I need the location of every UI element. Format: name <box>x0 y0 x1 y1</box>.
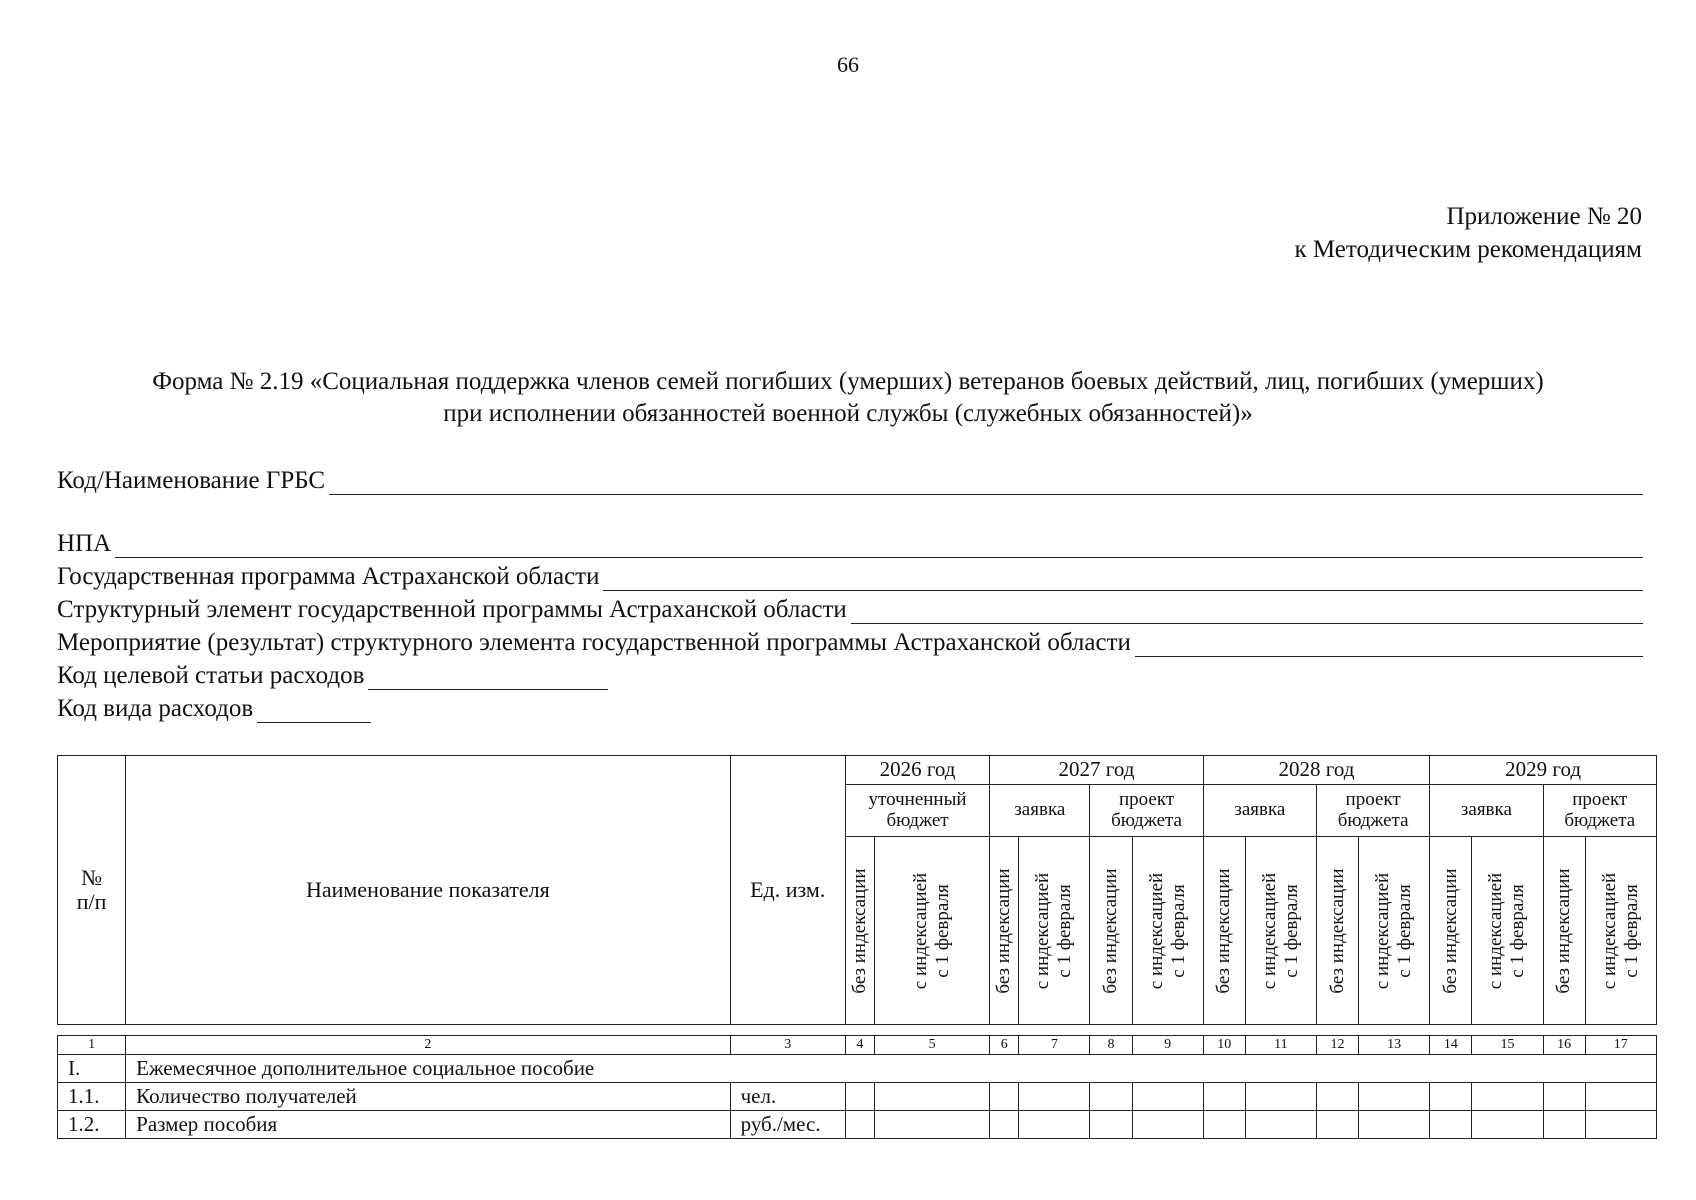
field-target-code-line[interactable] <box>368 665 608 690</box>
with-index-header: с индексацией с 1 февраля <box>1132 837 1203 1025</box>
value-cell[interactable] <box>1543 1111 1585 1139</box>
sub-header-project-2028: проект бюджета <box>1316 785 1429 837</box>
value-cell[interactable] <box>1245 1083 1316 1111</box>
form-fields <box>57 462 1643 723</box>
value-cell[interactable] <box>845 1111 874 1139</box>
row-indicator-name: Количество получателей <box>126 1083 730 1111</box>
without-index-header: без индексации <box>990 837 1019 1025</box>
value-cell[interactable] <box>1359 1083 1430 1111</box>
value-cell[interactable] <box>1585 1083 1656 1111</box>
section-title: Ежемесячное дополнительное социальное пособие <box>126 1055 1657 1083</box>
field-grbs <box>57 462 1643 495</box>
sub-header-request-2028: заявка <box>1203 785 1316 837</box>
with-index-header: с индексацией с 1 февраля <box>874 837 989 1025</box>
column-number: 6 <box>990 1036 1019 1055</box>
field-program-label: Государственная программа Астраханской области <box>57 563 600 590</box>
value-cell[interactable] <box>1316 1111 1358 1139</box>
value-cell[interactable] <box>1430 1111 1472 1139</box>
field-expense-code-line[interactable] <box>257 698 371 723</box>
field-target-code-label: Код целевой статьи расходов <box>57 662 365 689</box>
column-number-row <box>58 1036 1657 1055</box>
value-cell[interactable] <box>1132 1111 1203 1139</box>
with-index-header: с индексацией с 1 февраля <box>1472 837 1543 1025</box>
form-title-line-2: при исполнении обязанностей военной службы (служебных обязанностей)» <box>443 400 1253 427</box>
column-number: 15 <box>1472 1036 1543 1055</box>
col-header-number: № п/п <box>58 756 126 1025</box>
page-number: 66 <box>837 52 859 77</box>
field-npa <box>57 525 1643 558</box>
with-index-header: с индексацией с 1 февраля <box>1019 837 1090 1025</box>
value-cell[interactable] <box>1359 1111 1430 1139</box>
value-cell[interactable] <box>1019 1083 1090 1111</box>
table-row-section <box>58 1055 1657 1083</box>
value-cell[interactable] <box>1316 1083 1358 1111</box>
col-header-unit: Ед. изм. <box>730 756 845 1025</box>
with-index-header: с индексацией с 1 февраля <box>1245 837 1316 1025</box>
without-index-header: без индексации <box>1316 837 1358 1025</box>
without-index-header: без индексации <box>1090 837 1132 1025</box>
appendix-line-1: Приложение № 20 <box>1446 203 1642 230</box>
column-number: 12 <box>1316 1036 1358 1055</box>
row-number: 1.2. <box>58 1111 126 1139</box>
row-unit: чел. <box>730 1083 845 1111</box>
value-cell[interactable] <box>1132 1083 1203 1111</box>
value-cell[interactable] <box>1203 1111 1245 1139</box>
column-number: 5 <box>874 1036 989 1055</box>
field-grbs-line[interactable] <box>329 470 1643 495</box>
field-target-code <box>57 657 1643 690</box>
column-number: 14 <box>1430 1036 1472 1055</box>
sub-header-project-2029: проект бюджета <box>1543 785 1656 837</box>
value-cell[interactable] <box>990 1083 1019 1111</box>
table-row <box>58 1083 1657 1111</box>
indicator-table <box>57 755 1657 1139</box>
appendix-line-2: к Методическим рекомендациям <box>1294 236 1642 263</box>
without-index-header: без индексации <box>845 837 874 1025</box>
column-number: 9 <box>1132 1036 1203 1055</box>
column-number: 10 <box>1203 1036 1245 1055</box>
year-2027-header: 2027 год <box>990 756 1204 785</box>
column-number: 1 <box>58 1036 126 1055</box>
year-2026-header: 2026 год <box>845 756 989 785</box>
value-cell[interactable] <box>1203 1083 1245 1111</box>
row-number: 1.1. <box>58 1083 126 1111</box>
appendix-note <box>1294 200 1642 266</box>
column-number: 7 <box>1019 1036 1090 1055</box>
value-cell[interactable] <box>1543 1083 1585 1111</box>
col-header-name: Наименование показателя <box>126 756 730 1025</box>
sub-header-request-2029: заявка <box>1430 785 1543 837</box>
value-cell[interactable] <box>1472 1083 1543 1111</box>
value-cell[interactable] <box>1090 1111 1132 1139</box>
value-cell[interactable] <box>990 1111 1019 1139</box>
field-program-line[interactable] <box>603 566 1643 591</box>
column-number: 2 <box>126 1036 730 1055</box>
without-index-header: без индексации <box>1543 837 1585 1025</box>
column-number: 13 <box>1359 1036 1430 1055</box>
field-npa-label: НПА <box>57 530 112 557</box>
field-structural <box>57 591 1643 624</box>
value-cell[interactable] <box>1472 1111 1543 1139</box>
value-cell[interactable] <box>1430 1083 1472 1111</box>
row-number: I. <box>58 1055 126 1083</box>
row-unit: руб./мес. <box>730 1111 845 1139</box>
without-index-header: без индексации <box>1430 837 1472 1025</box>
field-structural-line[interactable] <box>851 599 1643 624</box>
column-number: 4 <box>845 1036 874 1055</box>
value-cell[interactable] <box>1585 1111 1656 1139</box>
value-cell[interactable] <box>1019 1111 1090 1139</box>
row-indicator-name: Размер пособия <box>126 1111 730 1139</box>
value-cell[interactable] <box>1245 1111 1316 1139</box>
field-expense-code <box>57 690 1643 723</box>
column-number: 3 <box>730 1036 845 1055</box>
column-number: 8 <box>1090 1036 1132 1055</box>
form-title-line-1: Форма № 2.19 «Социальная поддержка членов семей погибших (умерших) ветеранов боевых действий, лиц, погибших (умерших) <box>152 368 1544 395</box>
table-row <box>58 1111 1657 1139</box>
sub-header-request-2027: заявка <box>990 785 1090 837</box>
field-structural-label: Структурный элемент государственной программы Астраханской области <box>57 596 847 623</box>
form-title <box>54 366 1642 430</box>
year-2028-header: 2028 год <box>1203 756 1430 785</box>
with-index-header: с индексацией с 1 февраля <box>1359 837 1430 1025</box>
value-cell[interactable] <box>874 1111 989 1139</box>
field-measure-label: Мероприятие (результат) структурного элемента государственной программы Астраханской области <box>57 629 1131 656</box>
value-cell[interactable] <box>874 1083 989 1111</box>
field-grbs-label: Код/Наименование ГРБС <box>57 467 326 494</box>
field-program <box>57 558 1643 591</box>
field-measure <box>57 624 1643 657</box>
field-npa-line[interactable] <box>115 533 1643 558</box>
with-index-header: с индексацией с 1 февраля <box>1585 837 1656 1025</box>
column-number: 16 <box>1543 1036 1585 1055</box>
without-index-header: без индексации <box>1203 837 1245 1025</box>
column-number: 11 <box>1245 1036 1316 1055</box>
value-cell[interactable] <box>1090 1083 1132 1111</box>
sub-header-refined-2026: уточненный бюджет <box>845 785 989 837</box>
year-2029-header: 2029 год <box>1430 756 1657 785</box>
value-cell[interactable] <box>845 1083 874 1111</box>
field-expense-code-label: Код вида расходов <box>57 695 254 722</box>
column-number: 17 <box>1585 1036 1656 1055</box>
field-measure-line[interactable] <box>1135 632 1643 657</box>
sub-header-project-2027: проект бюджета <box>1090 785 1203 837</box>
